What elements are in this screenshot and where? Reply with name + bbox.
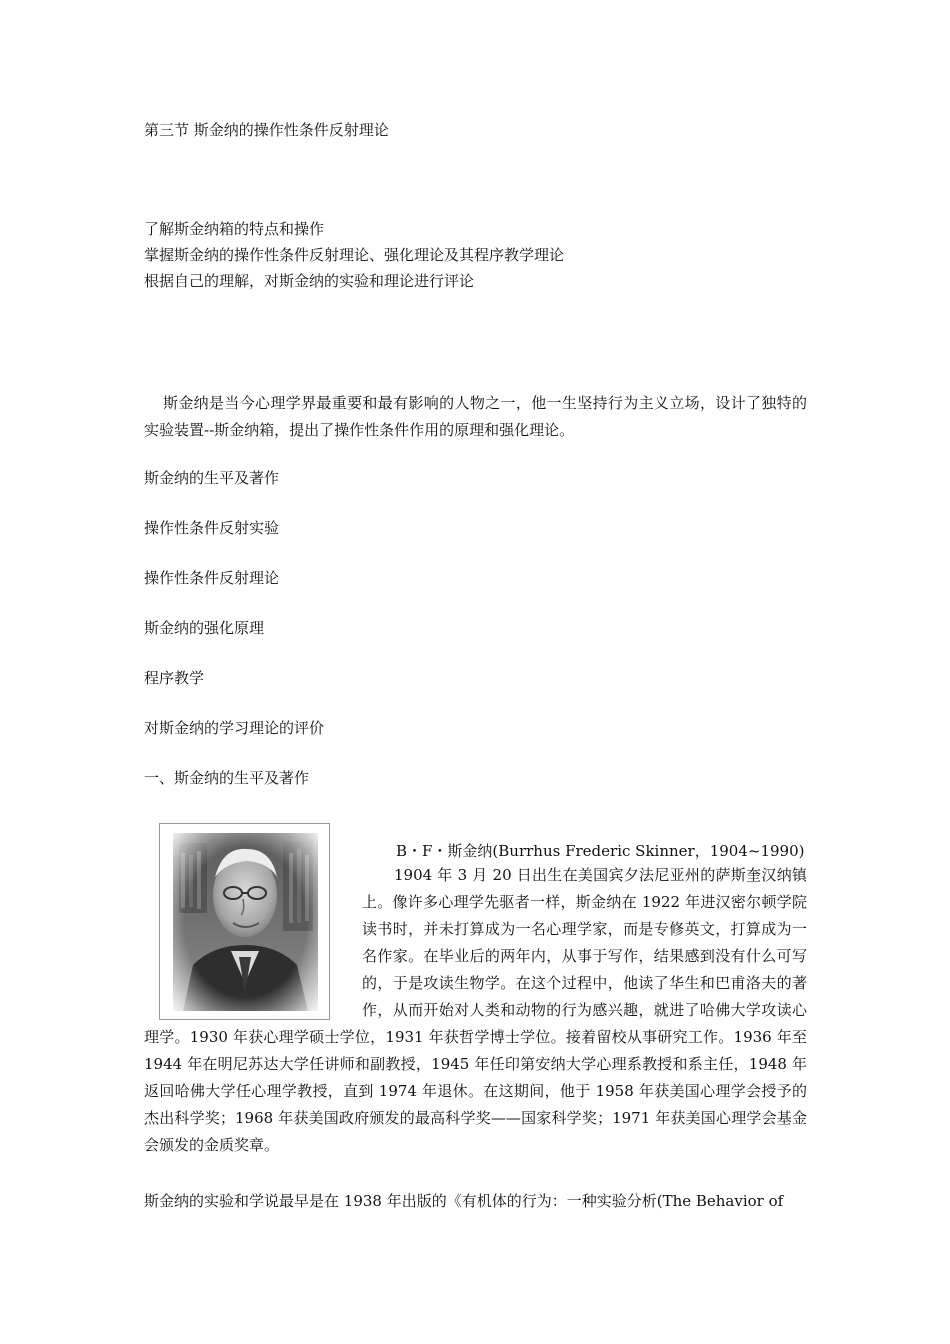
toc-item-theory: 操作性条件反射理论 bbox=[144, 569, 280, 587]
toc-item-programmed-teaching: 程序教学 bbox=[144, 669, 205, 687]
section-title: 第三节 斯金纳的操作性条件反射理论 bbox=[144, 121, 389, 139]
objective-3: 根据自己的理解，对斯金纳的实验和理论进行评论 bbox=[144, 272, 475, 290]
bio-paragraph bbox=[144, 862, 807, 1159]
subsection-title: 一、斯金纳的生平及著作 bbox=[144, 769, 310, 787]
portrait-float-spacer bbox=[144, 862, 362, 1024]
objective-2: 掌握斯金纳的操作性条件反射理论、强化理论及其程序教学理论 bbox=[144, 246, 565, 264]
intro-paragraph: 斯金纳是当今心理学界最重要和最有影响的人物之一，他一生坚持行为主义立场，设计了独特的实验装置--斯金纳箱，提出了操作性条件作用的原理和强化理论。 bbox=[144, 394, 807, 439]
bio-name-line: B・F・斯金纳(Burrhus Frederic Skinner，1904~1990) bbox=[396, 842, 805, 860]
objective-1: 了解斯金纳箱的特点和操作 bbox=[144, 220, 325, 238]
toc-item-biography: 斯金纳的生平及著作 bbox=[144, 469, 280, 487]
bio-body-text: 1904 年 3 月 20 日出生在美国宾夕法尼亚州的萨斯奎汉纳镇上。像许多心理学先驱者一样，斯金纳在 1922 年进汉密尔顿学院读书时，并未打算成为一名心理学家，而是专修英文，打算成为一名作家。在毕业后的两年内，从事于写作，结果感到没有什么可写的，于是攻读生物学。在这个过程中，他读了华生和巴甫洛夫的著作，从而开始对人类和动物的行为感兴趣，就进了哈佛大学攻读心理学。1930 年获心理学硕士学位，1931 年获哲学博士学位。接着留校从事研究工作。1936 年至 1944 年在明尼苏达大学任讲师和副教授，1945 年任印第安纳大学心理系教授和系主任，1948 年返回哈佛大学任心理学教授，直到 1974 年退休。在这期间，他于 1958 年获美国心理学会授予的杰出科学奖；1968 年获美国政府颁发的最高科学奖——国家科学奖；1971 年获美国心理学会基金会颁发的金质奖章。 bbox=[144, 866, 807, 1154]
closing-line: 斯金纳的实验和学说最早是在 1938 年出版的《有机体的行为：一种实验分析(The Behavior of bbox=[144, 1192, 784, 1210]
toc-item-evaluation: 对斯金纳的学习理论的评价 bbox=[144, 719, 325, 737]
toc-item-experiment: 操作性条件反射实验 bbox=[144, 519, 280, 537]
toc-item-reinforcement: 斯金纳的强化原理 bbox=[144, 619, 265, 637]
